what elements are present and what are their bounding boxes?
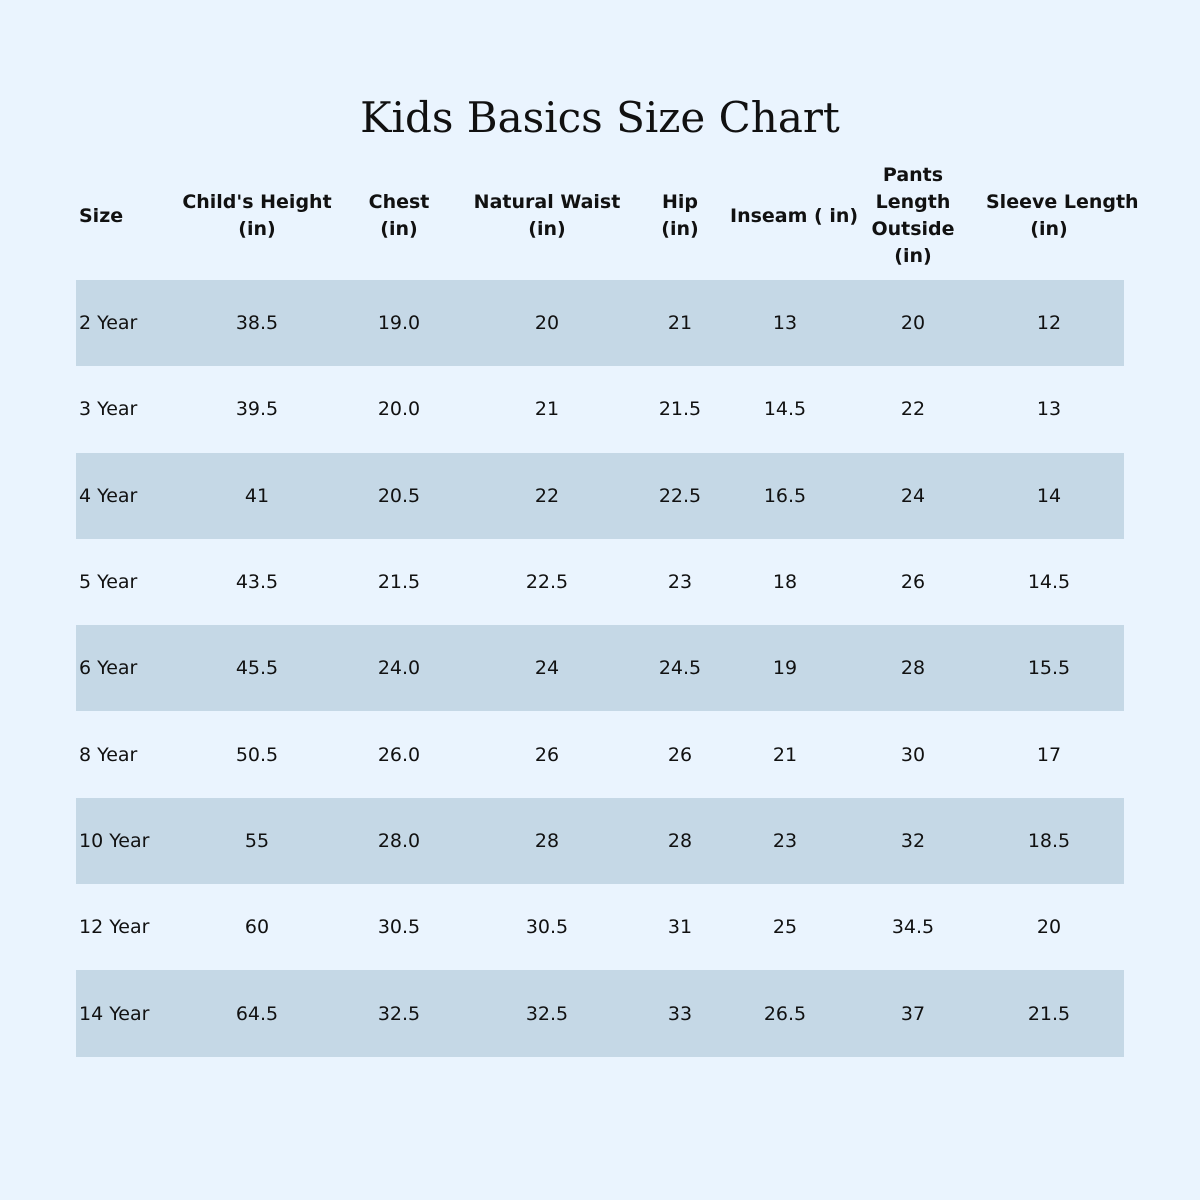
header-childs-height <box>180 189 334 243</box>
cell-pants-length-outside: 30 <box>900 743 926 766</box>
header-sleeve-length <box>986 189 1139 243</box>
header-line: Outside <box>871 218 955 240</box>
header-line: (in) <box>661 218 699 240</box>
header-line: (in) <box>528 218 566 240</box>
size-chart-table <box>76 152 1139 1057</box>
cell-sleeve-length: 18.5 <box>1027 829 1071 852</box>
cell-hip: 22.5 <box>658 484 702 507</box>
header-chest <box>334 189 464 243</box>
header-hip <box>630 189 730 243</box>
cell-natural-waist: 26 <box>534 743 560 766</box>
cell-hip: 21.5 <box>658 398 702 421</box>
cell-inseam: 14.5 <box>763 398 807 421</box>
cell-natural-waist: 21 <box>534 398 560 421</box>
table-row <box>76 539 1124 625</box>
cell-childs-height: 55 <box>244 829 270 852</box>
cell-size: 2 Year <box>79 312 138 335</box>
header-line: Natural Waist <box>473 191 621 213</box>
cell-natural-waist: 20 <box>534 312 560 335</box>
cell-childs-height: 64.5 <box>235 1002 279 1025</box>
cell-size: 10 Year <box>79 829 150 852</box>
header-line: Sleeve Length <box>986 191 1139 213</box>
cell-size: 14 Year <box>79 1002 150 1025</box>
cell-inseam: 25 <box>772 916 798 939</box>
cell-chest: 21.5 <box>377 571 421 594</box>
header-line: Chest <box>368 191 430 213</box>
cell-natural-waist: 22.5 <box>525 571 569 594</box>
cell-pants-length-outside: 28 <box>900 657 926 680</box>
cell-pants-length-outside: 26 <box>900 571 926 594</box>
table-row <box>76 970 1124 1056</box>
cell-natural-waist: 32.5 <box>525 1002 569 1025</box>
cell-size: 3 Year <box>79 398 138 421</box>
cell-chest: 32.5 <box>377 1002 421 1025</box>
cell-inseam: 19 <box>772 657 798 680</box>
cell-size: 8 Year <box>79 743 138 766</box>
header-pants-length-outside <box>840 162 986 270</box>
cell-childs-height: 43.5 <box>235 571 279 594</box>
cell-childs-height: 39.5 <box>235 398 279 421</box>
cell-chest: 26.0 <box>377 743 421 766</box>
cell-natural-waist: 22 <box>534 484 560 507</box>
cell-chest: 20.5 <box>377 484 421 507</box>
cell-pants-length-outside: 22 <box>900 398 926 421</box>
cell-sleeve-length: 12 <box>1036 312 1062 335</box>
page-title: Kids Basics Size Chart <box>360 93 840 142</box>
cell-sleeve-length: 20 <box>1036 916 1062 939</box>
cell-childs-height: 41 <box>244 484 270 507</box>
header-line: Size <box>79 204 124 227</box>
cell-sleeve-length: 21.5 <box>1027 1002 1071 1025</box>
table-body <box>76 280 1124 1057</box>
cell-pants-length-outside: 34.5 <box>891 916 935 939</box>
table-row <box>76 280 1124 366</box>
cell-inseam: 16.5 <box>763 484 807 507</box>
table-row <box>76 366 1124 452</box>
cell-hip: 26 <box>667 743 693 766</box>
cell-hip: 31 <box>667 916 693 939</box>
cell-inseam: 18 <box>772 571 798 594</box>
header-line: (in) <box>1030 218 1068 240</box>
table-row <box>76 884 1124 970</box>
cell-sleeve-length: 15.5 <box>1027 657 1071 680</box>
cell-size: 4 Year <box>79 484 138 507</box>
cell-inseam: 21 <box>772 743 798 766</box>
table-header-row <box>76 152 1139 280</box>
cell-sleeve-length: 13 <box>1036 398 1062 421</box>
cell-chest: 30.5 <box>377 916 421 939</box>
cell-size: 12 Year <box>79 916 150 939</box>
cell-childs-height: 45.5 <box>235 657 279 680</box>
header-line: Pants <box>882 164 944 186</box>
cell-hip: 28 <box>667 829 693 852</box>
header-size <box>76 203 180 230</box>
table-row <box>76 625 1124 711</box>
header-line: (in) <box>894 245 932 267</box>
cell-childs-height: 60 <box>244 916 270 939</box>
cell-chest: 28.0 <box>377 829 421 852</box>
cell-childs-height: 50.5 <box>235 743 279 766</box>
cell-pants-length-outside: 24 <box>900 484 926 507</box>
cell-sleeve-length: 14 <box>1036 484 1062 507</box>
table-row <box>76 711 1124 797</box>
cell-size: 5 Year <box>79 571 138 594</box>
cell-hip: 33 <box>667 1002 693 1025</box>
header-line: Child's Height <box>182 191 332 213</box>
cell-inseam: 13 <box>772 312 798 335</box>
cell-natural-waist: 28 <box>534 829 560 852</box>
cell-natural-waist: 24 <box>534 657 560 680</box>
cell-size: 6 Year <box>79 657 138 680</box>
header-line: (in) <box>238 218 276 240</box>
cell-natural-waist: 30.5 <box>525 916 569 939</box>
header-natural-waist <box>464 189 630 243</box>
cell-chest: 20.0 <box>377 398 421 421</box>
cell-hip: 21 <box>667 312 693 335</box>
header-line: Length <box>875 191 951 213</box>
cell-sleeve-length: 14.5 <box>1027 571 1071 594</box>
cell-hip: 23 <box>667 571 693 594</box>
cell-inseam: 26.5 <box>763 1002 807 1025</box>
cell-childs-height: 38.5 <box>235 312 279 335</box>
cell-chest: 19.0 <box>377 312 421 335</box>
cell-sleeve-length: 17 <box>1036 743 1062 766</box>
cell-pants-length-outside: 20 <box>900 312 926 335</box>
cell-pants-length-outside: 32 <box>900 829 926 852</box>
cell-inseam: 23 <box>772 829 798 852</box>
cell-pants-length-outside: 37 <box>900 1002 926 1025</box>
cell-chest: 24.0 <box>377 657 421 680</box>
table-row <box>76 453 1124 539</box>
header-line: (in) <box>380 218 418 240</box>
cell-hip: 24.5 <box>658 657 702 680</box>
table-row <box>76 798 1124 884</box>
header-line: Hip <box>661 191 698 213</box>
header-line: Inseam ( in) <box>730 204 859 227</box>
header-inseam <box>730 203 859 230</box>
